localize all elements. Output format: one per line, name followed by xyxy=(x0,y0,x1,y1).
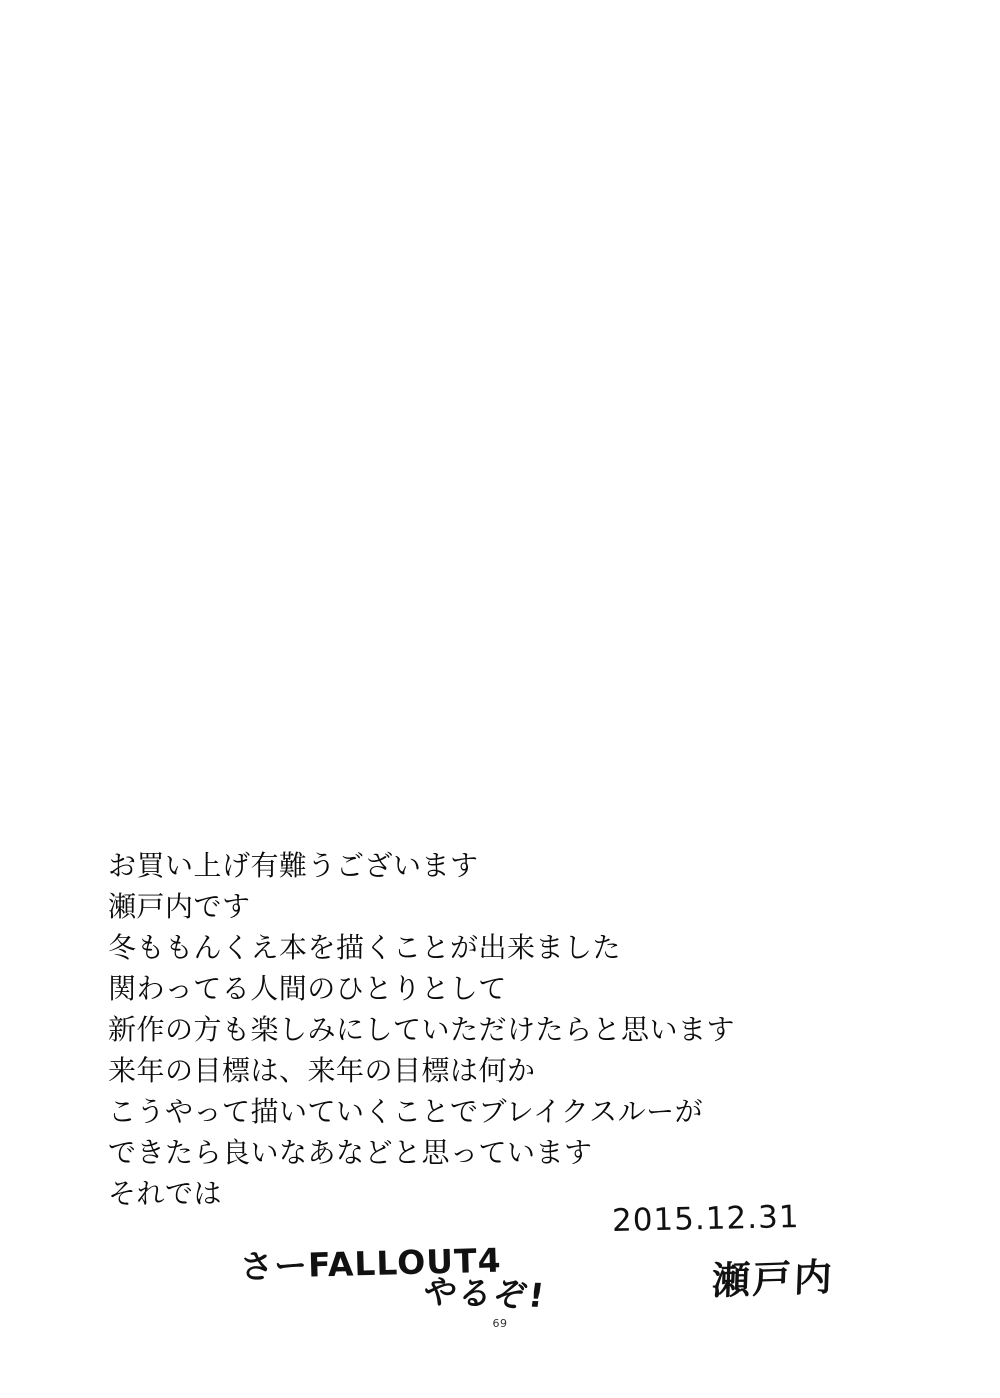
afterword-text-block xyxy=(108,845,948,1214)
handwritten-note-secondary: やるぞ! xyxy=(421,1271,549,1316)
page-number: 69 xyxy=(492,1317,508,1330)
afterword-line: できたら良いなあなどと思っています xyxy=(108,1136,593,1169)
handwritten-signature: 瀬戸内 xyxy=(711,1254,836,1304)
afterword-line: 瀬戸内です xyxy=(108,890,251,923)
afterword-line: 冬ももんくえ本を描くことが出来ました xyxy=(108,931,622,964)
handwritten-note-primary: さーFALLOUT4 xyxy=(239,1240,503,1287)
afterword-line: 関わってる人間のひとりとして xyxy=(108,972,507,1005)
afterword-line: お買い上げ有難うございます xyxy=(108,849,479,882)
afterword-line: こうやって描いていくことでブレイクスルーが xyxy=(108,1095,704,1128)
afterword-line: それでは xyxy=(108,1177,223,1210)
afterword-line: 新作の方も楽しみにしていただけたらと思います xyxy=(108,1013,736,1046)
afterword-line: 来年の目標は、来年の目標は何か xyxy=(108,1054,536,1087)
handwritten-date: 2015.12.31 xyxy=(611,1199,800,1239)
